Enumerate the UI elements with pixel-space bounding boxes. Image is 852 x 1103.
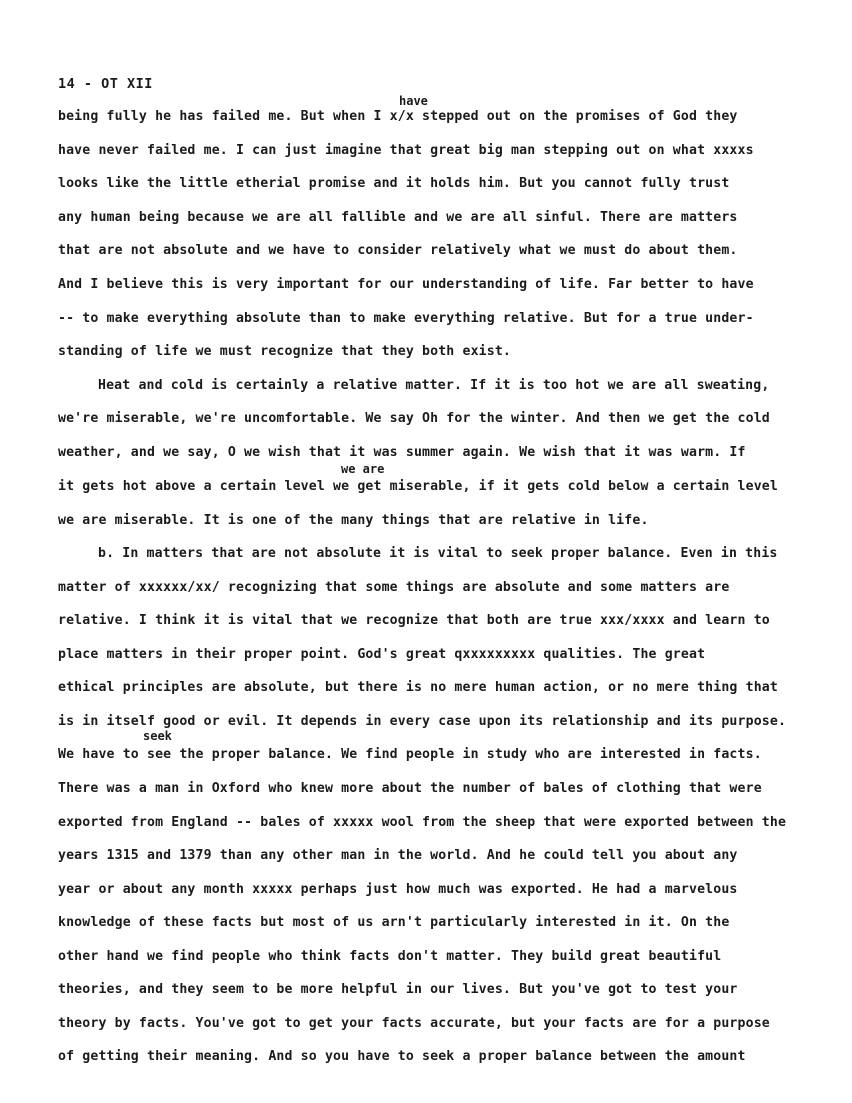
text-line: being fully he has failed me. But when I x/x stepped out on the promises of God they <box>58 109 738 124</box>
text-line: theory by facts. You've got to get your facts accurate, but your facts are for a purpose <box>58 1016 770 1031</box>
text-line: Heat and cold is certainly a relative matter. If it is too hot we are all sweating, <box>98 378 770 393</box>
text-line: matter of xxxxxx/xx/ recognizing that some things are absolute and some matters are <box>58 580 730 595</box>
text-line: we're miserable, we're uncomfortable. We say Oh for the winter. And then we get the cold <box>58 411 770 426</box>
text-line: have never failed me. I can just imagine that great big man stepping out on what xxxxs <box>58 143 754 158</box>
text-line: ethical principles are absolute, but there is no mere human action, or no mere thing that <box>58 680 778 695</box>
text-line: standing of life we must recognize that they both exist. <box>58 344 512 359</box>
text-line: relative. I think it is vital that we recognize that both are true xxx/xxxx and learn to <box>58 613 770 628</box>
text-line: any human being because we are all fallible and we are all sinful. There are matters <box>58 210 738 225</box>
text-line: And I believe this is very important for our understanding of life. Far better to have <box>58 277 754 292</box>
text-line: place matters in their proper point. God's great qxxxxxxxxx qualities. The great <box>58 647 706 662</box>
text-line: There was a man in Oxford who knew more about the number of bales of clothing that were <box>58 781 762 796</box>
text-line: theories, and they seem to be more helpful in our lives. But you've got to test your <box>58 982 738 997</box>
text-line: year or about any month xxxxx perhaps just how much was exported. He had a marvelous <box>58 882 738 897</box>
interlinear-we-are: we are <box>341 462 385 476</box>
text-line: other hand we find people who think facts don't matter. They build great beautiful <box>58 949 722 964</box>
interlinear-seek: seek <box>143 729 172 743</box>
text-line: is in itself good or evil. It depends in every case upon its relationship and its purpose. <box>58 714 787 729</box>
text-line: weather, and we say, O we wish that it was summer again. We wish that it was warm. If <box>58 445 746 460</box>
text-line: of getting their meaning. And so you have to seek a proper balance between the amount <box>58 1049 746 1064</box>
text-line: it gets hot above a certain level we get miserable, if it gets cold below a certain level <box>58 479 778 494</box>
text-line: b. In matters that are not absolute it is vital to seek proper balance. Even in this <box>98 546 778 561</box>
text-line: exported from England -- bales of xxxxx wool from the sheep that were exported between the <box>58 815 787 830</box>
text-line: -- to make everything absolute than to make everything relative. But for a true under- <box>58 311 754 326</box>
interlinear-have: have <box>399 94 428 108</box>
text-line: we are miserable. It is one of the many things that are relative in life. <box>58 513 649 528</box>
page-header: 14 - OT XII <box>58 76 153 92</box>
text-line: knowledge of these facts but most of us arn't particularly interested in it. On the <box>58 915 730 930</box>
text-line: that are not absolute and we have to consider relatively what we must do about them. <box>58 243 738 258</box>
text-line: We have to see the proper balance. We find people in study who are interested in facts. <box>58 747 762 762</box>
text-line: looks like the little etherial promise and it holds him. But you cannot fully trust <box>58 176 730 191</box>
text-line: years 1315 and 1379 than any other man in the world. And he could tell you about any <box>58 848 738 863</box>
